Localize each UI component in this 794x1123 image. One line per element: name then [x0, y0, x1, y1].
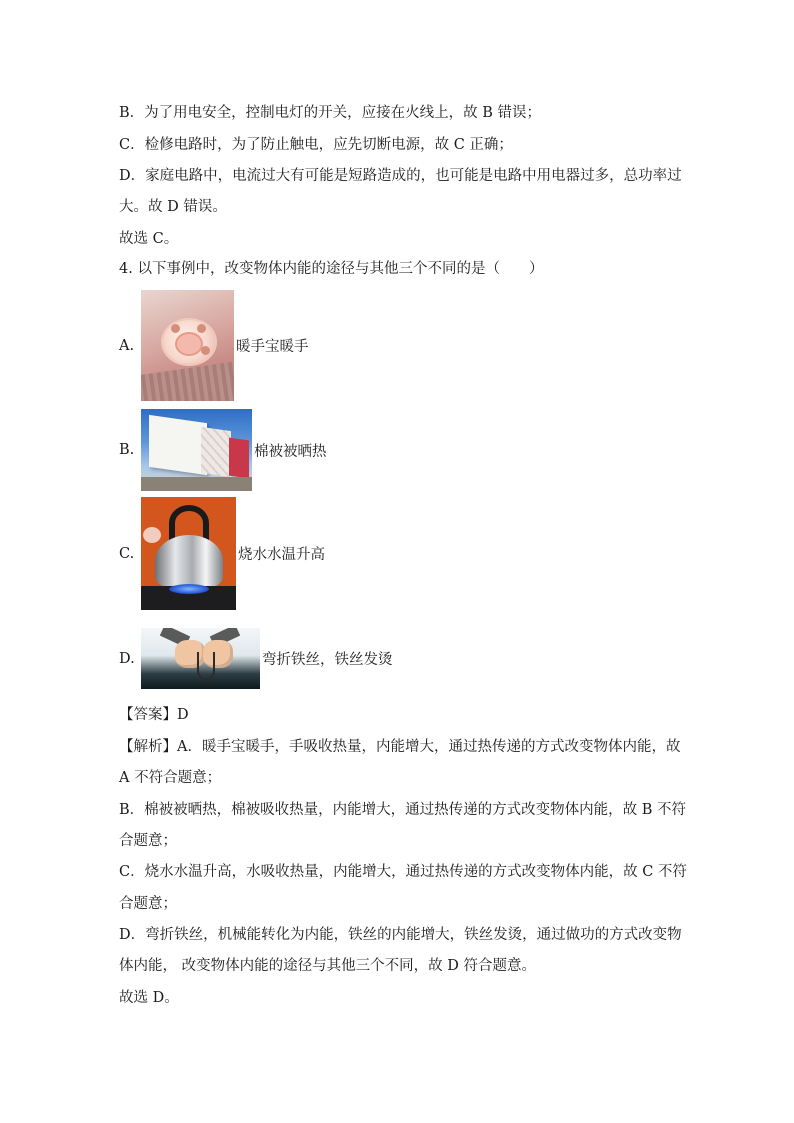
option-d-caption: 弯折铁丝，铁丝发烫 [262, 652, 393, 668]
analysis-line-b-cont: 合题意； [119, 833, 177, 849]
option-c-letter: C. [119, 545, 135, 562]
analysis-line-a: 【解析】A．暖手宝暖手，手吸收热量，内能增大，通过热传递的方式改变物体内能，故 [119, 739, 681, 755]
analysis-line-d-cont: 体内能， 改变物体内能的途径与其他三个不同，故 D 符合题意。 [119, 958, 536, 974]
hand-warmer-image [141, 290, 234, 401]
text-line-c: C．检修电路时，为了防止触电，应先切断电源，故 C 正确； [119, 137, 513, 153]
analysis-line-b: B．棉被被晒热，棉被吸收热量，内能增大，通过热传递的方式改变物体内能，故 B 不符 [119, 802, 687, 818]
option-a-caption: 暖手宝暖手 [236, 339, 309, 355]
option-c-caption: 烧水水温升高 [238, 547, 325, 563]
option-d [119, 628, 393, 689]
option-a-letter: A. [119, 337, 135, 354]
answer-line: 【答案】D [119, 707, 189, 723]
text-line-b: B．为了用电安全，控制电灯的开关，应接在火线上，故 B 错误； [119, 105, 542, 121]
text-line-d: D．家庭电路中，电流过大有可能是短路造成的，也可能是电路中用电器过多，总功率过 [119, 168, 682, 184]
choose-d-line: 故选 D。 [119, 990, 179, 1006]
bending-wire-image [141, 628, 260, 689]
option-b [119, 409, 327, 491]
option-b-letter: B. [119, 442, 135, 458]
question-4-stem: 4. 以下事例中，改变物体内能的途径与其他三个不同的是（ ） [119, 261, 544, 277]
analysis-line-a-cont: A 不符合题意； [119, 770, 222, 786]
text-line-d-cont: 大。故 D 错误。 [119, 199, 227, 215]
analysis-line-c-cont: 合题意； [119, 896, 177, 912]
option-b-caption: 棉被被晒热 [254, 443, 327, 460]
analysis-line-c: C．烧水水温升高，水吸收热量，内能增大，通过热传递的方式改变物体内能，故 C 不符 [119, 864, 687, 880]
quilts-sun-image [141, 409, 252, 491]
kettle-image [141, 497, 236, 610]
option-c [119, 497, 325, 610]
text-line-choose-c: 故选 C。 [119, 231, 179, 247]
option-a [119, 290, 309, 401]
option-d-letter: D. [119, 650, 135, 667]
analysis-line-d: D．弯折铁丝，机械能转化为内能，铁丝的内能增大，铁丝发烫，通过做功的方式改变物 [119, 927, 682, 943]
